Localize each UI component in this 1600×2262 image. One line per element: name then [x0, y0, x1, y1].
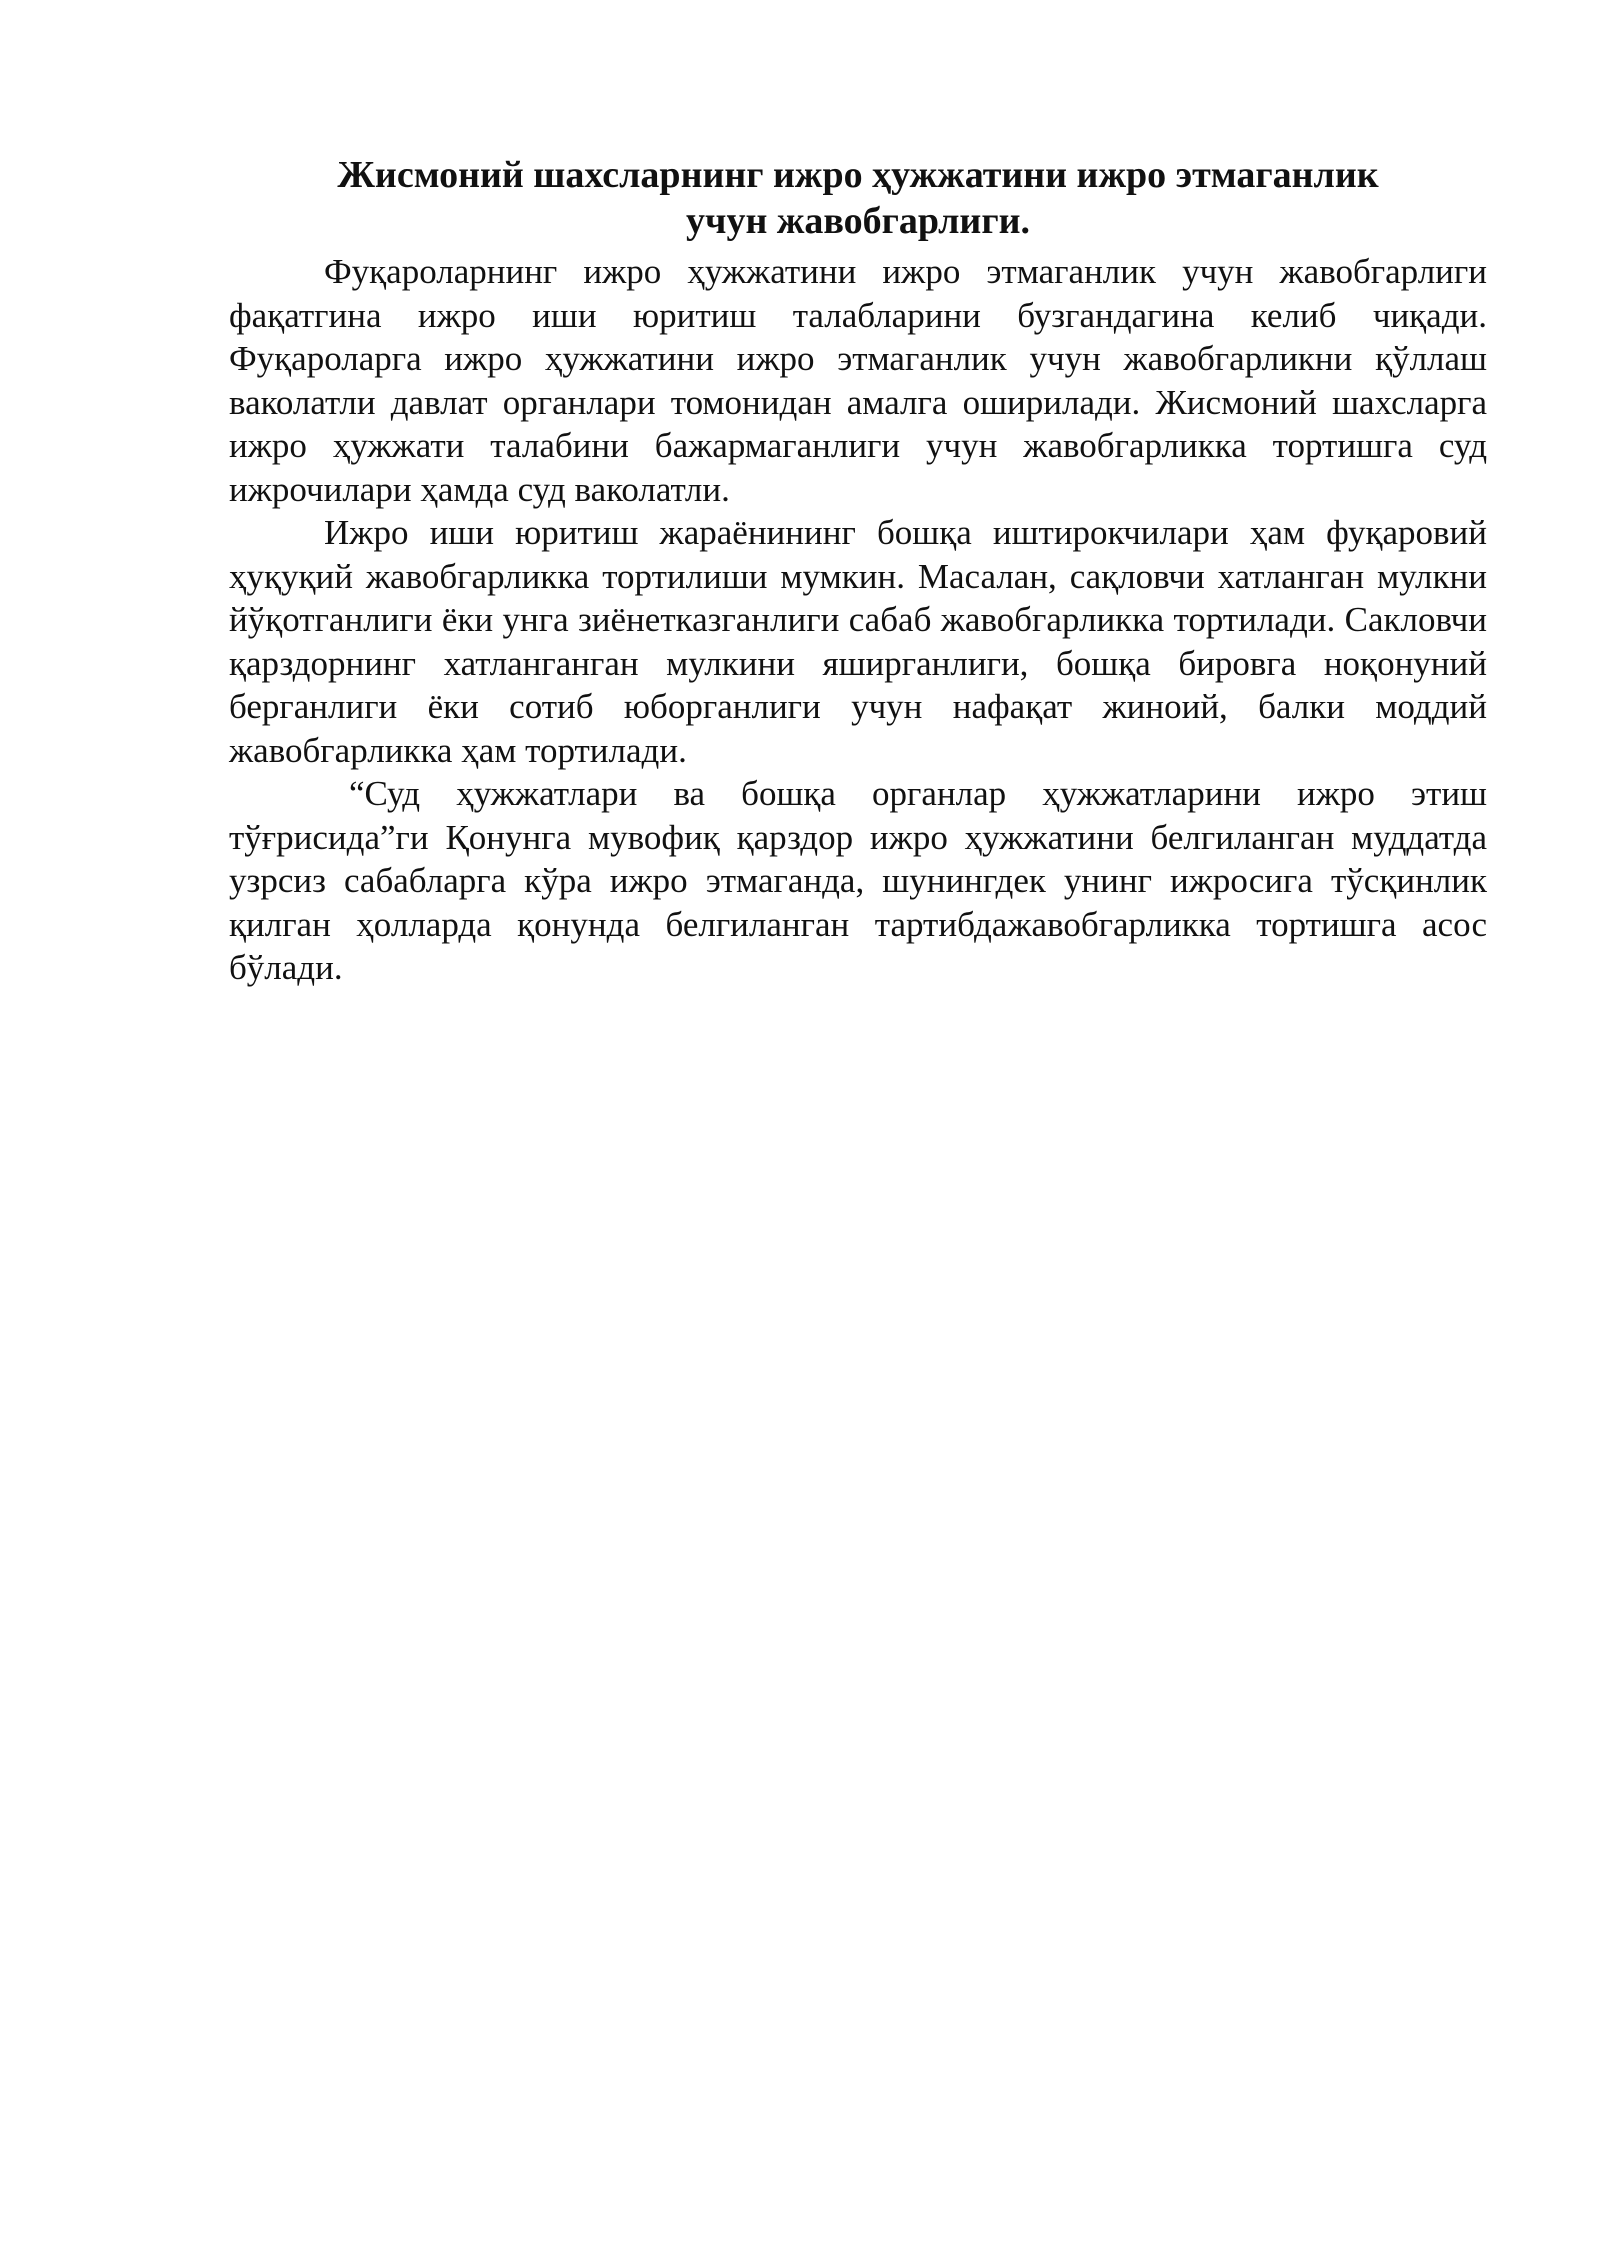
title-line-1: Жисмоний шахсларнинг ижро ҳужжатини ижро этмаганлик	[337, 154, 1379, 196]
paragraph-1: Фуқароларнинг ижро ҳужжатини ижро этмаганлик учун жавобгарлиги фақатгина ижро иши юритиш талабларини бузгандагина келиб чиқади. Фуқароларга ижро ҳужжатини ижро этмаганлик учун жавобгарликни қўллаш ваколатли давлат органлари томонидан амалга оширилади. Жисмоний шахсларга ижро ҳужжати талабини бажармаганлиги учун жавобгарликка тортишга суд ижрочилари ҳамда суд ваколатли.	[229, 252, 1487, 509]
paragraph-3: “Суд ҳужжатлари ва бошқа органлар ҳужжатларини ижро этиш тўғрисида”ги Қонунга мувофиқ қарздор ижро ҳужжатини белгиланган муддатда узрсиз сабабларга кўра ижро этмаганда, шунингдек унинг ижросига тўсқинлик қилган ҳолларда қонунда белгиланган тартибдажавобгарликка тортишга асос бўлади.	[229, 774, 1487, 987]
document-body	[229, 152, 1487, 990]
title-line-2: учун жавобгарлиги.	[686, 200, 1030, 242]
document-title	[229, 152, 1487, 244]
paragraph-2: Ижро иши юритиш жараёнининг бошқа иштирокчилари ҳам фуқаровий ҳуқуқий жавобгарликка тортилиши мумкин. Масалан, сақловчи хатланган мулкни йўқотганлиги ёки унга зиёнетказганлиги сабаб жавобгарликка тортилади. Сакловчи қарздорнинг хатланганган мулкини яширганлиги, бошқа бировга ноқонуний берганлиги ёки сотиб юборганлиги учун нафақат жиноий, балки моддий жавобгарликка ҳам тортилади.	[229, 513, 1487, 770]
